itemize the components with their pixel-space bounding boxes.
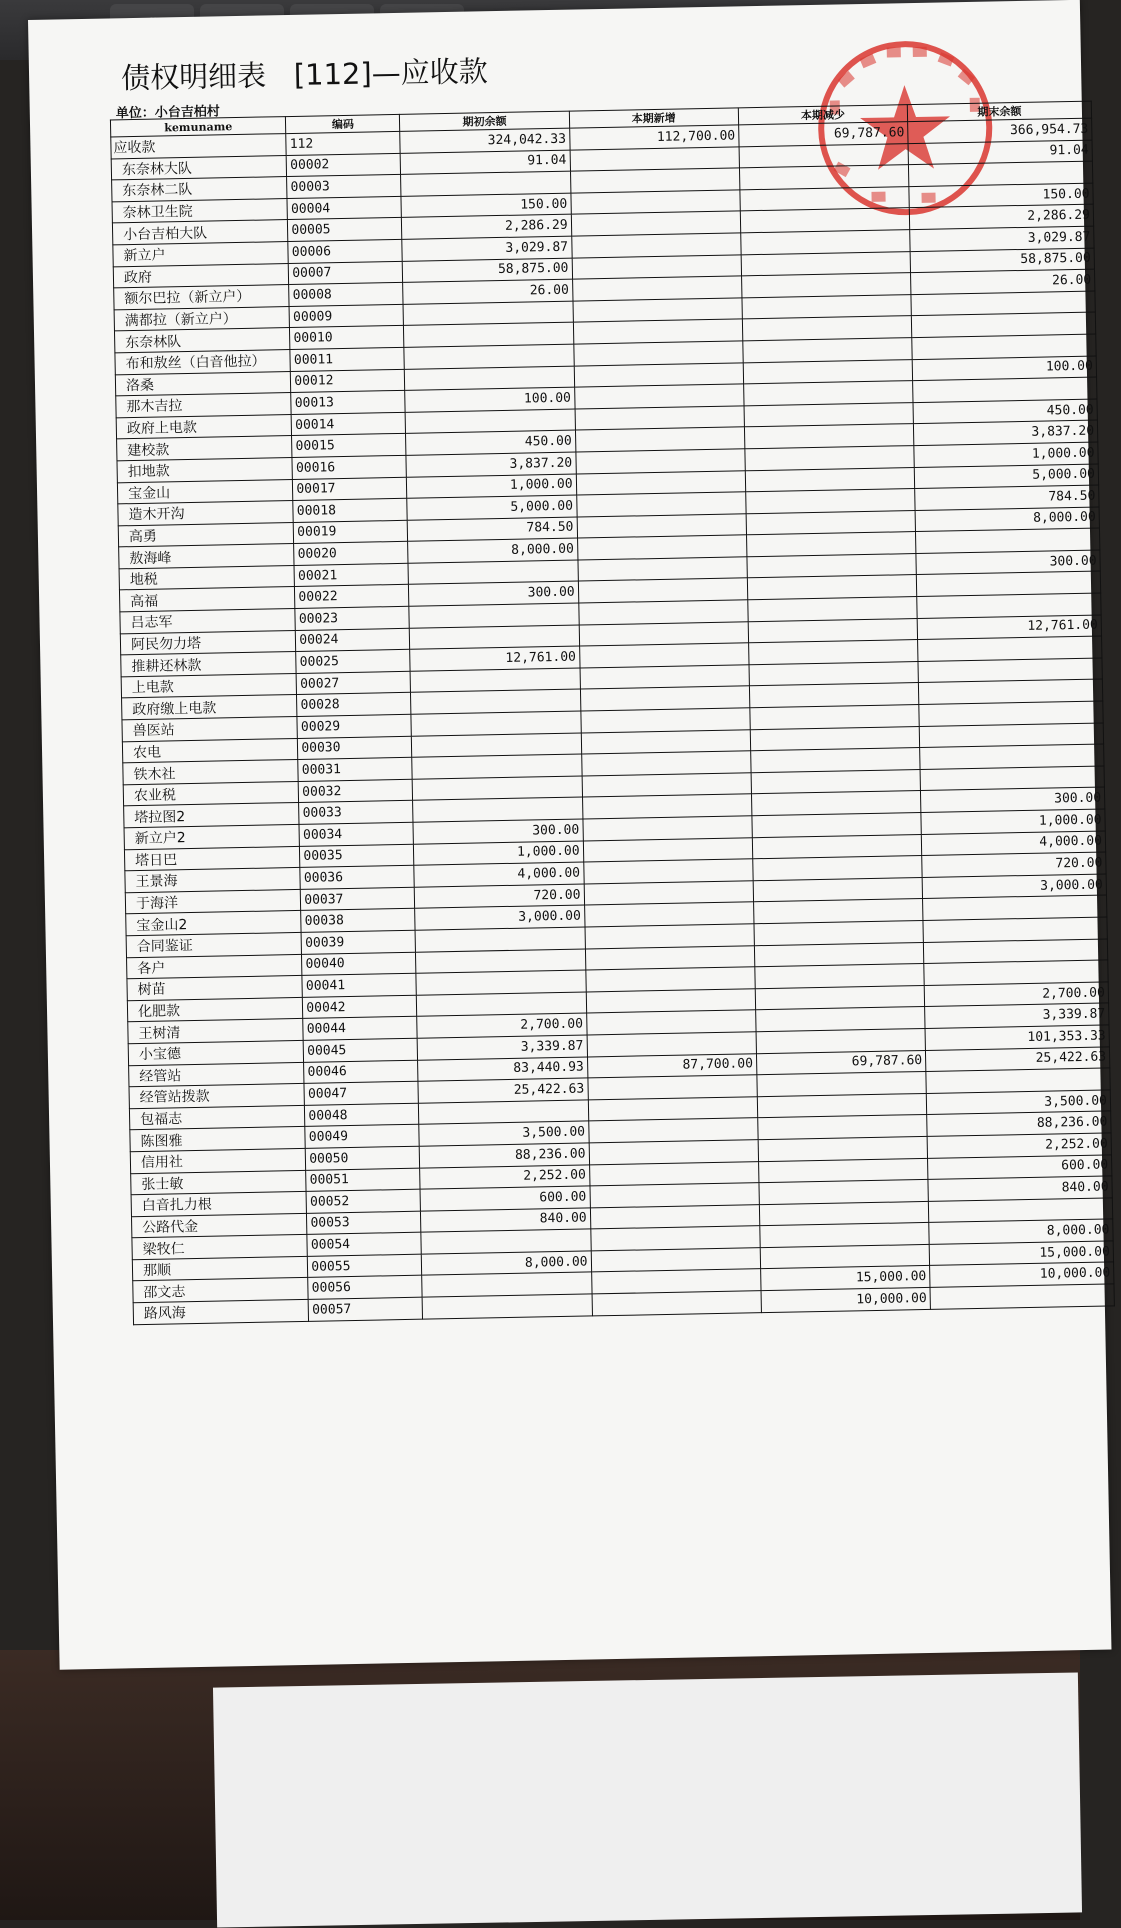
ending-balance-cell: 1,000.00 [914, 442, 1098, 467]
ending-balance-cell [930, 1284, 1114, 1309]
code-cell: 00011 [290, 347, 404, 371]
code-cell: 00024 [296, 628, 410, 652]
account-name-cell: 小宝德 [128, 1040, 304, 1065]
document-title: 债权明细表 [112]—应收款 [120, 54, 489, 96]
beginning-balance-cell: 8,000.00 [408, 538, 578, 563]
code-cell: 00049 [305, 1125, 419, 1149]
beginning-balance-cell: 784.50 [408, 517, 578, 542]
account-name-cell: 高勇 [118, 522, 294, 547]
account-name-cell: 额尔巴拉（新立户） [114, 285, 290, 310]
account-name-cell: 经管站拨款 [129, 1084, 305, 1109]
ending-balance-cell: 91.04 [908, 140, 1092, 165]
code-cell: 00018 [293, 498, 407, 522]
ending-balance-cell: 10,000.00 [930, 1262, 1114, 1287]
code-cell: 00009 [289, 304, 403, 328]
account-name-cell: 于海洋 [125, 889, 301, 914]
beginning-balance-cell: 300.00 [413, 819, 583, 844]
code-cell: 00038 [301, 909, 415, 933]
account-name-cell: 高福 [119, 587, 295, 612]
account-name-cell: 王景海 [125, 868, 301, 893]
account-name-cell: 推耕还林款 [121, 652, 297, 677]
beginning-balance-cell: 91.04 [400, 150, 570, 175]
account-name-cell: 东奈林队 [114, 328, 290, 353]
ending-balance-cell: 5,000.00 [914, 464, 1098, 489]
account-name-cell: 塔日巴 [124, 846, 300, 871]
ending-balance-cell: 3,000.00 [922, 874, 1106, 899]
underlying-paper [213, 1672, 1082, 1927]
account-name-cell: 新立户 [113, 242, 289, 267]
beginning-balance-cell: 450.00 [406, 430, 576, 455]
ending-balance-cell: 450.00 [913, 399, 1097, 424]
header-beginning-balance: 期初余额 [400, 111, 570, 131]
beginning-balance-cell: 3,837.20 [406, 452, 576, 477]
account-name-cell: 上电款 [121, 673, 297, 698]
code-cell: 00021 [294, 563, 408, 587]
account-name-cell: 造木开沟 [118, 501, 294, 526]
ending-balance-cell: 366,954.73 [908, 118, 1092, 143]
code-cell: 00048 [305, 1103, 419, 1127]
account-name-cell: 陈图雅 [130, 1127, 306, 1152]
code-cell: 00013 [291, 390, 405, 414]
account-name-cell: 农电 [122, 738, 298, 763]
beginning-balance-cell: 720.00 [415, 884, 585, 909]
ending-balance-cell: 3,500.00 [926, 1090, 1110, 1115]
code-cell: 00022 [295, 585, 409, 609]
code-cell: 00030 [298, 736, 412, 760]
account-name-cell: 公路代金 [131, 1213, 307, 1238]
ending-balance-cell: 3,837.20 [913, 420, 1097, 445]
account-name-cell: 白音扎力根 [131, 1191, 307, 1216]
ending-balance-cell: 58,875.00 [910, 248, 1094, 273]
beginning-balance-cell: 58,875.00 [403, 258, 573, 283]
unit-label: 单位：小台吉柏村 [115, 104, 220, 122]
beginning-balance-cell: 324,042.33 [400, 128, 570, 153]
code-cell: 00053 [307, 1211, 421, 1235]
ending-balance-cell: 150.00 [909, 183, 1093, 208]
beginning-balance-cell: 3,000.00 [415, 905, 585, 930]
beginning-balance-cell: 5,000.00 [407, 495, 577, 520]
code-cell: 00056 [308, 1276, 422, 1300]
code-cell: 00019 [294, 520, 408, 544]
account-name-cell: 政府缴上电款 [122, 695, 298, 720]
code-cell: 00029 [297, 714, 411, 738]
account-name-cell: 路风海 [133, 1299, 309, 1324]
account-name-cell: 兽医站 [122, 716, 298, 741]
ending-balance-cell: 26.00 [911, 269, 1095, 294]
beginning-balance-cell: 4,000.00 [414, 862, 584, 887]
period-increase-cell [592, 1291, 762, 1316]
code-cell: 00025 [296, 650, 410, 674]
account-name-cell: 吕志军 [120, 609, 296, 634]
code-cell: 00051 [306, 1168, 420, 1192]
period-increase-cell: 87,700.00 [587, 1053, 757, 1078]
beginning-balance-cell [422, 1294, 592, 1319]
account-name-cell: 树苗 [127, 976, 303, 1001]
header-ending-balance: 期末余额 [907, 101, 1091, 122]
ending-balance-cell: 2,286.29 [909, 204, 1093, 229]
ending-balance-cell: 600.00 [928, 1154, 1112, 1179]
account-name-cell: 应收款 [111, 134, 287, 159]
code-cell: 00040 [302, 952, 416, 976]
account-name-cell: 扣地款 [117, 457, 293, 482]
beginning-balance-cell: 83,440.93 [418, 1056, 588, 1081]
code-cell: 00002 [286, 153, 400, 177]
code-cell: 00054 [307, 1232, 421, 1256]
beginning-balance-cell: 840.00 [421, 1208, 591, 1233]
ending-balance-cell: 8,000.00 [915, 507, 1099, 532]
beginning-balance-cell: 3,500.00 [419, 1121, 589, 1146]
ending-balance-cell: 101,353.33 [925, 1025, 1109, 1050]
ending-balance-cell: 15,000.00 [929, 1241, 1113, 1266]
code-cell: 00057 [308, 1297, 422, 1321]
ending-balance-cell: 12,761.00 [917, 615, 1101, 640]
header-period-decrease: 本期减少 [738, 105, 908, 125]
beginning-balance-cell: 2,286.29 [402, 214, 572, 239]
code-cell: 00015 [292, 434, 406, 458]
beginning-balance-cell: 300.00 [409, 582, 579, 607]
beginning-balance-cell: 1,000.00 [407, 474, 577, 499]
code-cell: 00008 [289, 283, 403, 307]
header-period-increase: 本期新增 [569, 108, 739, 128]
account-name-cell: 合同鉴证 [126, 932, 302, 957]
period-increase-cell: 112,700.00 [569, 125, 739, 150]
beginning-balance-cell: 150.00 [401, 193, 571, 218]
code-cell: 00046 [304, 1060, 418, 1084]
account-name-cell: 阿民勿力塔 [120, 630, 296, 655]
code-cell: 00044 [303, 1017, 417, 1041]
ending-balance-cell: 100.00 [912, 356, 1096, 381]
beginning-balance-cell: 1,000.00 [414, 841, 584, 866]
ending-balance-cell: 88,236.00 [927, 1111, 1111, 1136]
code-cell: 00016 [292, 455, 406, 479]
code-cell: 00036 [300, 865, 414, 889]
code-cell: 00028 [297, 693, 411, 717]
ending-balance-cell: 300.00 [916, 550, 1100, 575]
code-cell: 00004 [287, 196, 401, 220]
period-decrease-cell: 69,787.60 [738, 122, 908, 147]
beginning-balance-cell: 26.00 [403, 279, 573, 304]
beginning-balance-cell: 25,422.63 [418, 1078, 588, 1103]
account-name-cell: 洛桑 [115, 371, 291, 396]
beginning-balance-cell: 12,761.00 [410, 646, 580, 671]
period-decrease-cell: 10,000.00 [761, 1287, 931, 1312]
account-name-cell: 塔拉图2 [124, 803, 300, 828]
ending-balance-cell: 720.00 [922, 852, 1106, 877]
account-name-cell: 邵文志 [133, 1278, 309, 1303]
account-name-cell: 建校款 [117, 436, 293, 461]
code-cell: 00027 [296, 671, 410, 695]
account-name-cell: 宝金山 [117, 479, 293, 504]
period-decrease-cell: 15,000.00 [760, 1266, 930, 1291]
account-name-cell: 东奈林大队 [111, 155, 287, 180]
code-cell: 00020 [294, 542, 408, 566]
account-name-cell: 王树清 [128, 1019, 304, 1044]
code-cell: 00014 [291, 412, 405, 436]
ending-balance-cell: 25,422.63 [925, 1046, 1109, 1071]
code-cell: 00003 [287, 175, 401, 199]
code-cell: 00041 [302, 973, 416, 997]
account-name-cell: 政府上电款 [116, 414, 292, 439]
code-cell: 00007 [289, 261, 403, 285]
ledger-table [110, 101, 1115, 1325]
account-name-cell: 小台吉柏大队 [112, 220, 288, 245]
beginning-balance-cell: 2,252.00 [420, 1164, 590, 1189]
code-cell: 00012 [291, 369, 405, 393]
account-name-cell: 奈林卫生院 [112, 198, 288, 223]
code-cell: 00023 [295, 606, 409, 630]
account-name-cell: 经管站 [129, 1062, 305, 1087]
account-name-cell: 敖海峰 [119, 544, 295, 569]
ending-balance-cell: 784.50 [915, 485, 1099, 510]
beginning-balance-cell: 8,000.00 [422, 1251, 592, 1276]
account-name-cell: 宝金山2 [126, 911, 302, 936]
code-cell: 00045 [303, 1038, 417, 1062]
code-cell: 00052 [306, 1189, 420, 1213]
ending-balance-cell: 1,000.00 [921, 809, 1105, 834]
account-name-cell: 信用社 [130, 1148, 306, 1173]
account-name-cell: 新立户2 [124, 824, 300, 849]
account-name-cell: 那木吉拉 [116, 393, 292, 418]
code-cell: 00006 [288, 239, 402, 263]
document-sheet [28, 0, 1111, 1670]
code-cell: 00031 [298, 757, 412, 781]
ending-balance-cell: 840.00 [928, 1176, 1112, 1201]
ending-balance-cell: 4,000.00 [921, 831, 1105, 856]
beginning-balance-cell: 3,029.87 [402, 236, 572, 261]
code-cell: 00032 [299, 779, 413, 803]
account-name-cell: 那顺 [132, 1256, 308, 1281]
code-cell: 00010 [290, 326, 404, 350]
ending-balance-cell: 2,700.00 [924, 982, 1108, 1007]
code-cell: 00039 [301, 930, 415, 954]
ending-balance-cell: 8,000.00 [929, 1219, 1113, 1244]
ending-balance-cell: 3,339.87 [925, 1003, 1109, 1028]
code-cell: 00047 [304, 1081, 418, 1105]
period-decrease-cell: 69,787.60 [756, 1050, 926, 1075]
ending-balance-cell: 2,252.00 [927, 1133, 1111, 1158]
account-name-cell: 布和敖丝（白音他拉） [115, 349, 291, 374]
account-name-cell: 各户 [127, 954, 303, 979]
code-cell: 00050 [306, 1146, 420, 1170]
account-name-cell: 东奈林二队 [112, 177, 288, 202]
account-name-cell: 铁木社 [123, 760, 299, 785]
beginning-balance-cell: 2,700.00 [417, 1013, 587, 1038]
header-kemuname: kemuname [110, 117, 286, 137]
beginning-balance-cell: 3,339.87 [417, 1035, 587, 1060]
code-cell: 00034 [299, 822, 413, 846]
ending-balance-cell: 3,029.87 [910, 226, 1094, 251]
beginning-balance-cell: 100.00 [405, 387, 575, 412]
account-name-cell: 地税 [119, 565, 295, 590]
code-cell: 00017 [293, 477, 407, 501]
code-cell: 00033 [299, 801, 413, 825]
account-name-cell: 包福志 [129, 1105, 305, 1130]
account-name-cell: 梁牧仁 [132, 1235, 308, 1260]
code-cell: 00037 [301, 887, 415, 911]
header-code: 编码 [286, 114, 400, 133]
beginning-balance-cell: 600.00 [420, 1186, 590, 1211]
code-cell: 00005 [288, 218, 402, 242]
account-name-cell: 农业税 [123, 781, 299, 806]
account-name-cell: 张士敏 [131, 1170, 307, 1195]
code-cell: 00055 [308, 1254, 422, 1278]
code-cell: 00042 [303, 995, 417, 1019]
account-name-cell: 政府 [113, 263, 289, 288]
account-name-cell: 满都拉（新立户） [114, 306, 290, 331]
ending-balance-cell: 300.00 [920, 787, 1104, 812]
code-cell: 00035 [300, 844, 414, 868]
beginning-balance-cell: 88,236.00 [420, 1143, 590, 1168]
account-name-cell: 化肥款 [127, 997, 303, 1022]
code-cell: 112 [286, 131, 400, 155]
